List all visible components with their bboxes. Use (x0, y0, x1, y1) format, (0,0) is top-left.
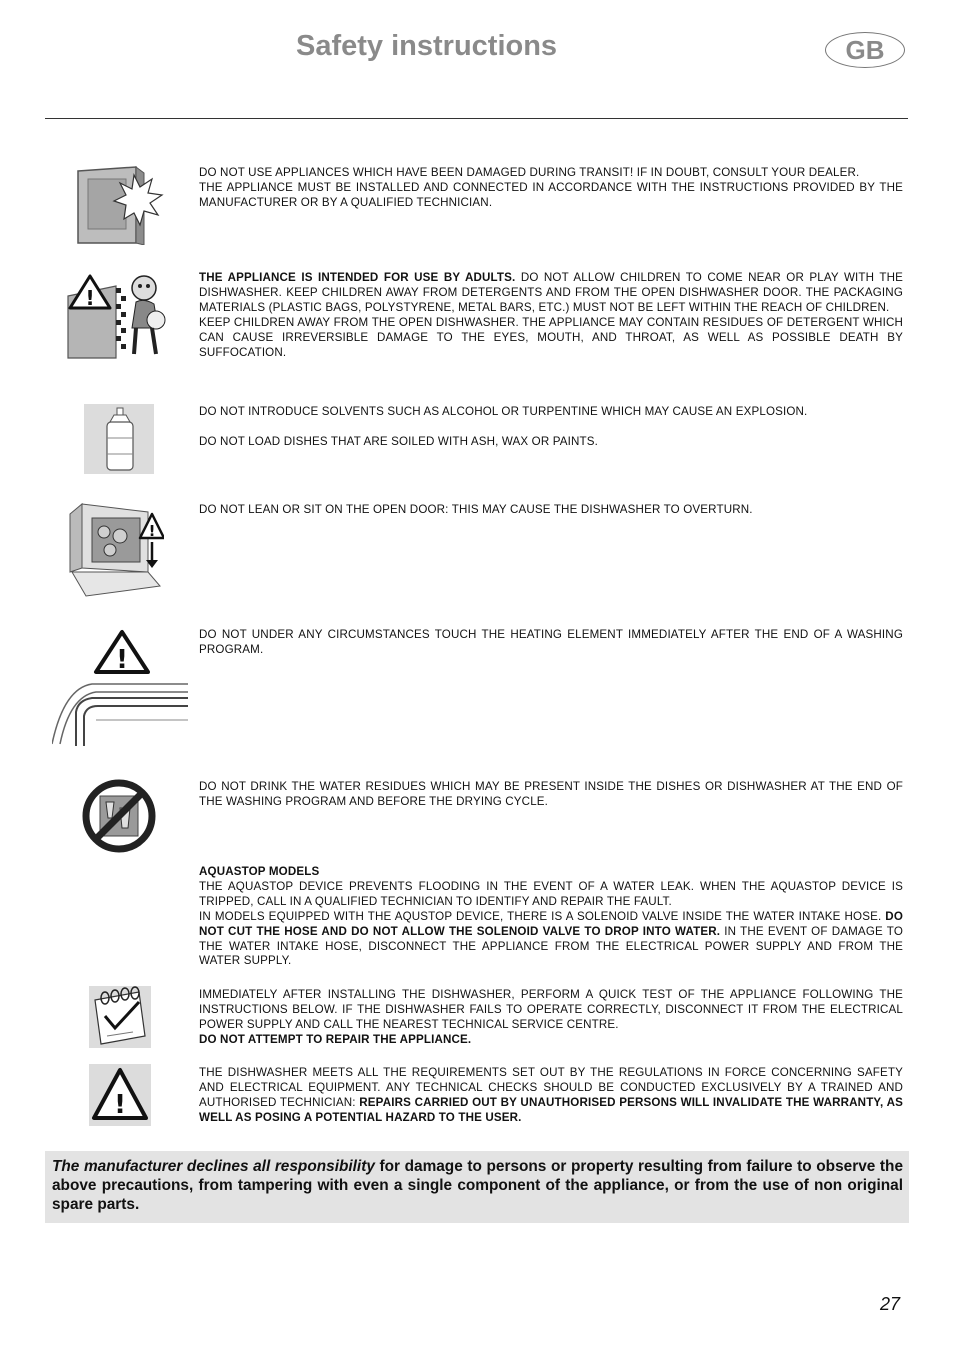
section-regulations (199, 1066, 903, 1126)
section-children (199, 271, 903, 360)
header-divider (45, 118, 908, 119)
soiled-dishes-text: DO NOT LOAD DISHES THAT ARE SOILED WITH ASH, WAX OR PAINTS. (199, 434, 599, 448)
solvent-bottle-icon (84, 404, 154, 474)
section-water-residues (199, 780, 903, 810)
damaged-appliance-icon (74, 163, 164, 245)
svg-text:!: ! (116, 645, 128, 675)
open-door-text: DO NOT LEAN OR SIT ON THE OPEN DOOR: THIS MAY CAUSE THE DISHWASHER TO OVERTURN. (199, 503, 753, 516)
heating-element-text: DO NOT UNDER ANY CIRCUMSTANCES TOUCH THE HEATING ELEMENT IMMEDIATELY AFTER THE END OF A WASHING PROGRAM. (199, 628, 903, 656)
page-number: 27 (880, 1294, 901, 1314)
aquastop-heading: AQUASTOP MODELS (199, 865, 320, 878)
section-heating-element (199, 628, 903, 658)
quick-test-text: IMMEDIATELY AFTER INSTALLING THE DISHWASHER, PERFORM A QUICK TEST OF THE APPLIANCE FOLLOWING THE INSTRUCTIONS BELOW. IF THE DISHWASHER FAILS TO OPERATE CORRECTLY, DISCONNECT IT FROM THE ELECTRICAL POWER SUPPLY AND CALL THE NEAREST TECHNICAL SERVICE CENTRE. (199, 988, 903, 1031)
water-residues-text: DO NOT DRINK THE WATER RESIDUES WHICH MAY BE PRESENT INSIDE THE DISHES OR DISHWASHER AT THE END OF THE WASHING PROGRAM AND BEFORE THE DRYING CYCLE. (199, 780, 903, 808)
disclaimer-italic: The manufacturer declines all responsibility (52, 1158, 375, 1175)
residue-warning-text: KEEP CHILDREN AWAY FROM THE OPEN DISHWASHER. THE APPLIANCE MAY CONTAIN RESIDUES OF DETERGENT WHICH CAN CAUSE IRREVERSIBLE DAMAGE TO THE EYES, MOUTH, AND THROAT, AS WELL AS POSSIBLE DEATH BY SUFFOCATION. (199, 315, 903, 359)
no-drinking-icon (80, 778, 158, 854)
checklist-notepad-icon (89, 986, 151, 1048)
aquastop-text: THE AQUASTOP DEVICE PREVENTS FLOODING IN THE EVENT OF A WATER LEAK. WHEN THE AQUASTOP DEVICE IS TRIPPED, CALL IN A QUALIFIED TECHNICIAN TO IDENTIFY AND REPAIR THE FAULT. (199, 879, 903, 908)
children-text (199, 271, 903, 316)
page-title: Safety instructions (296, 30, 558, 62)
svg-text:!: ! (114, 1090, 126, 1120)
open-door-warning-icon (68, 502, 164, 600)
solenoid-text: IN MODELS EQUIPPED WITH THE AQUSTOP DEVICE, THERE IS A SOLENOID VALVE INSIDE THE WATER INTAKE HOSE. DO NOT CUT THE HOSE AND DO NOT ALLOW THE SOLENOID VALVE TO DROP INTO WATER. IN THE EVENT OF DAMAGE TO THE WATER INTAKE HOSE, DISCONNECT THE APPLIANCE FROM THE ELECTRICAL POWER SUPPLY AND FROM THE WATER SUPPLY. (199, 909, 903, 968)
transit-damage-text: DO NOT USE APPLIANCES WHICH HAVE BEEN DAMAGED DURING TRANSIT! IF IN DOUBT, CONSULT YOUR DEALER. (199, 166, 860, 179)
warranty-warning: REPAIRS CARRIED OUT BY UNAUTHORISED PERSONS WILL INVALIDATE THE WARRANTY, AS WELL AS POSING A POTENTIAL HAZARD TO THE USER. (199, 1095, 903, 1124)
disclaimer-text: for damage to persons or property resulting from failure to observe the above precautions, from tampering with even a single component of the appliance, or from the use of non original spare parts. (52, 1158, 903, 1213)
warning-triangle-icon (89, 1064, 151, 1126)
section-open-door (199, 503, 903, 518)
installation-text: THE APPLIANCE MUST BE INSTALLED AND CONNECTED IN ACCORDANCE WITH THE INSTRUCTIONS PROVIDED BY THE MANUFACTURER OR BY A QUALIFIED TECHNICIAN. (199, 180, 903, 209)
children-rest-text: DO NOT ALLOW CHILDREN TO COME NEAR OR PLAY WITH THE DISHWASHER. KEEP CHILDREN AWAY FROM DETERGENTS AND FROM THE OPEN DISHWASHER DOOR. THE PACKAGING MATERIALS (PLASTIC BAGS, POLYSTYRENE, METAL BARS, ETC.) MUST NOT BE LEFT WITHIN THE REACH OF CHILDREN. (199, 271, 903, 314)
heating-element-warning-icon (52, 628, 188, 750)
disclaimer-box (45, 1151, 909, 1223)
section-quick-test (199, 988, 903, 1048)
no-repair-warning: DO NOT ATTEMPT TO REPAIR THE APPLIANCE. (199, 1032, 472, 1046)
language-badge: GB (825, 32, 905, 68)
solenoid-warning: DO NOT CUT THE HOSE AND DO NOT ALLOW THE SOLENOID VALVE TO DROP INTO WATER. (199, 909, 903, 938)
adults-only-statement: THE APPLIANCE IS INTENDED FOR USE BY ADULTS. (199, 271, 516, 284)
section-aquastop (199, 865, 903, 969)
section-transit-damage (199, 166, 903, 211)
section-solvents (199, 405, 903, 450)
children-warning-icon (66, 268, 171, 360)
svg-text:!: ! (148, 522, 156, 540)
solvents-text: DO NOT INTRODUCE SOLVENTS SUCH AS ALCOHOL OR TURPENTINE WHICH MAY CAUSE AN EXPLOSION. (199, 405, 808, 418)
svg-text:!: ! (85, 286, 95, 310)
regulations-text: THE DISHWASHER MEETS ALL THE REQUIREMENTS SET OUT BY THE REGULATIONS IN FORCE CONCERNING SAFETY AND ELECTRICAL EQUIPMENT. ANY TECHNICAL CHECKS SHOULD BE CONDUCTED EXCLUSIVELY BY A TRAINED AND AUTHORISED TECHNICIAN: REPAIRS CARRIED OUT BY UNAUTHORISED PERSONS WILL INVALIDATE THE WARRANTY, AS WELL AS POSING A POTENTIAL HAZARD TO THE USER. (199, 1066, 903, 1124)
